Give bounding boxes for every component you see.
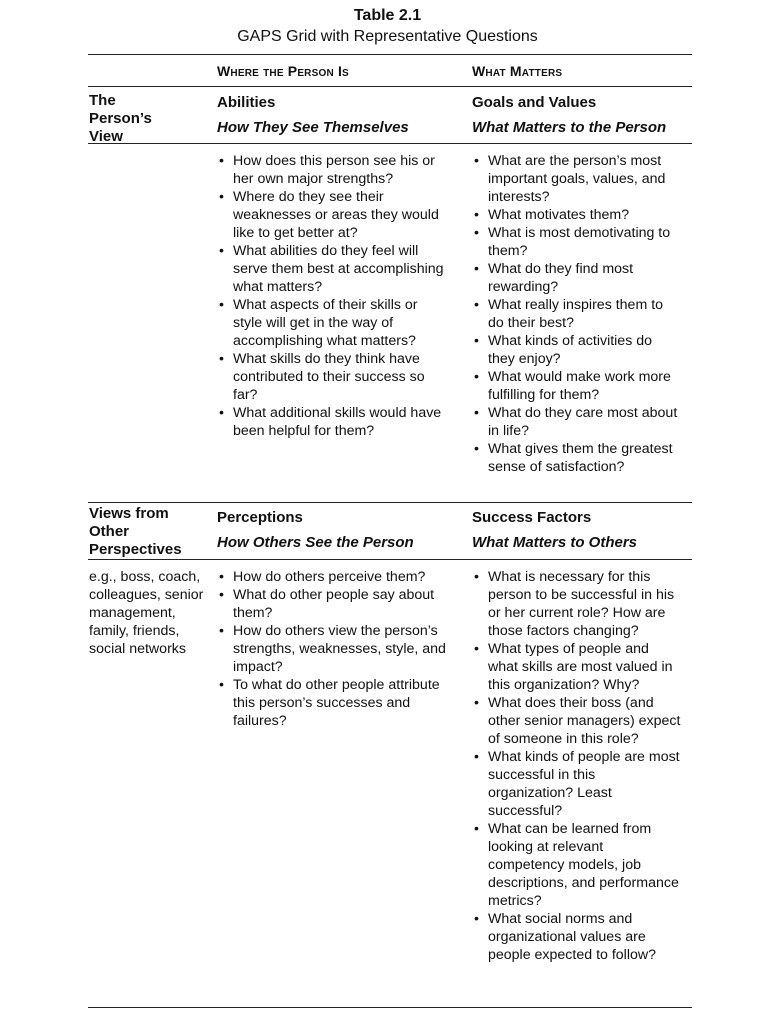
top-rule [88, 54, 692, 55]
list-item: • What gives them the greatest sense of satisfaction? [472, 440, 682, 476]
list-item: • What are the person’s most important goals, values, and interests? [472, 152, 682, 206]
list-item: • What additional skills would have been helpful for them? [217, 404, 447, 440]
cell-subheading-perceptions: How Others See the Person [217, 534, 414, 551]
list-item: • What would make work more fulfilling for them? [472, 368, 682, 404]
list-item: • How do others view the person’s strengths, weaknesses, style, and impact? [217, 622, 447, 676]
list-item: • What is necessary for this person to be successful in his or her current role? How are those factors changing? [472, 568, 682, 640]
row-divider-rule [88, 502, 692, 503]
list-item: • What abilities do they feel will serve them best at accomplishing what matters? [217, 242, 447, 296]
row1-subheader-rule [88, 143, 692, 144]
list-item: • What aspects of their skills or style will get in the way of accomplishing what matters? [217, 296, 447, 350]
goals-question-list [472, 152, 682, 476]
header-rule [88, 86, 692, 87]
cell-heading-abilities: Abilities [217, 94, 276, 111]
cell-heading-perceptions: Perceptions [217, 509, 303, 526]
table-subtitle: GAPS Grid with Representative Questions [237, 28, 538, 45]
row-label-persons-view: The Person’s View [89, 92, 152, 145]
bottom-rule [88, 1007, 692, 1008]
list-item: • What really inspires them to do their best? [472, 296, 682, 332]
list-item: • What is most demotivating to them? [472, 224, 682, 260]
list-item: • What do they find most rewarding? [472, 260, 682, 296]
success-factors-question-list [472, 568, 682, 964]
list-item: • What can be learned from looking at relevant competency models, job descriptions, and performance metrics? [472, 820, 682, 910]
list-item: • What do other people say about them? [217, 586, 447, 622]
column-header-what: What Matters [472, 63, 563, 79]
cell-heading-goals: Goals and Values [472, 94, 597, 111]
cell-subheading-success-factors: What Matters to Others [472, 534, 638, 551]
list-item: • What types of people and what skills are most valued in this organization? Why? [472, 640, 682, 694]
list-item: • What motivates them? [472, 206, 682, 224]
abilities-question-list [217, 152, 447, 440]
list-item: • How does this person see his or her own major strengths? [217, 152, 447, 188]
table-title: Table 2.1 [353, 7, 422, 24]
list-item: • To what do other people attribute this person’s successes and failures? [217, 676, 447, 730]
examples-text: e.g., boss, coach, colleagues, senior management, family, friends, social networks [89, 569, 204, 657]
column-header-where: Where the Person Is [217, 63, 349, 79]
cell-subheading-goals: What Matters to the Person [472, 119, 667, 136]
row-label-other-views: Views from Other Perspectives [89, 505, 182, 558]
list-item: • What social norms and organizational values are people expected to follow? [472, 910, 682, 964]
row2-subheader-rule [88, 559, 692, 560]
perceptions-question-list [217, 568, 447, 730]
list-item: • What skills do they think have contributed to their success so far? [217, 350, 447, 404]
cell-subheading-abilities: How They See Themselves [217, 119, 409, 136]
list-item: • What do they care most about in life? [472, 404, 682, 440]
list-item: • Where do they see their weaknesses or areas they would like to get better at? [217, 188, 447, 242]
list-item: • What kinds of activities do they enjoy? [472, 332, 682, 368]
list-item: • What kinds of people are most successful in this organization? Least successful? [472, 748, 682, 820]
list-item: • How do others perceive them? [217, 568, 447, 586]
cell-heading-success-factors: Success Factors [472, 509, 592, 526]
list-item: • What does their boss (and other senior managers) expect of someone in this role? [472, 694, 682, 748]
